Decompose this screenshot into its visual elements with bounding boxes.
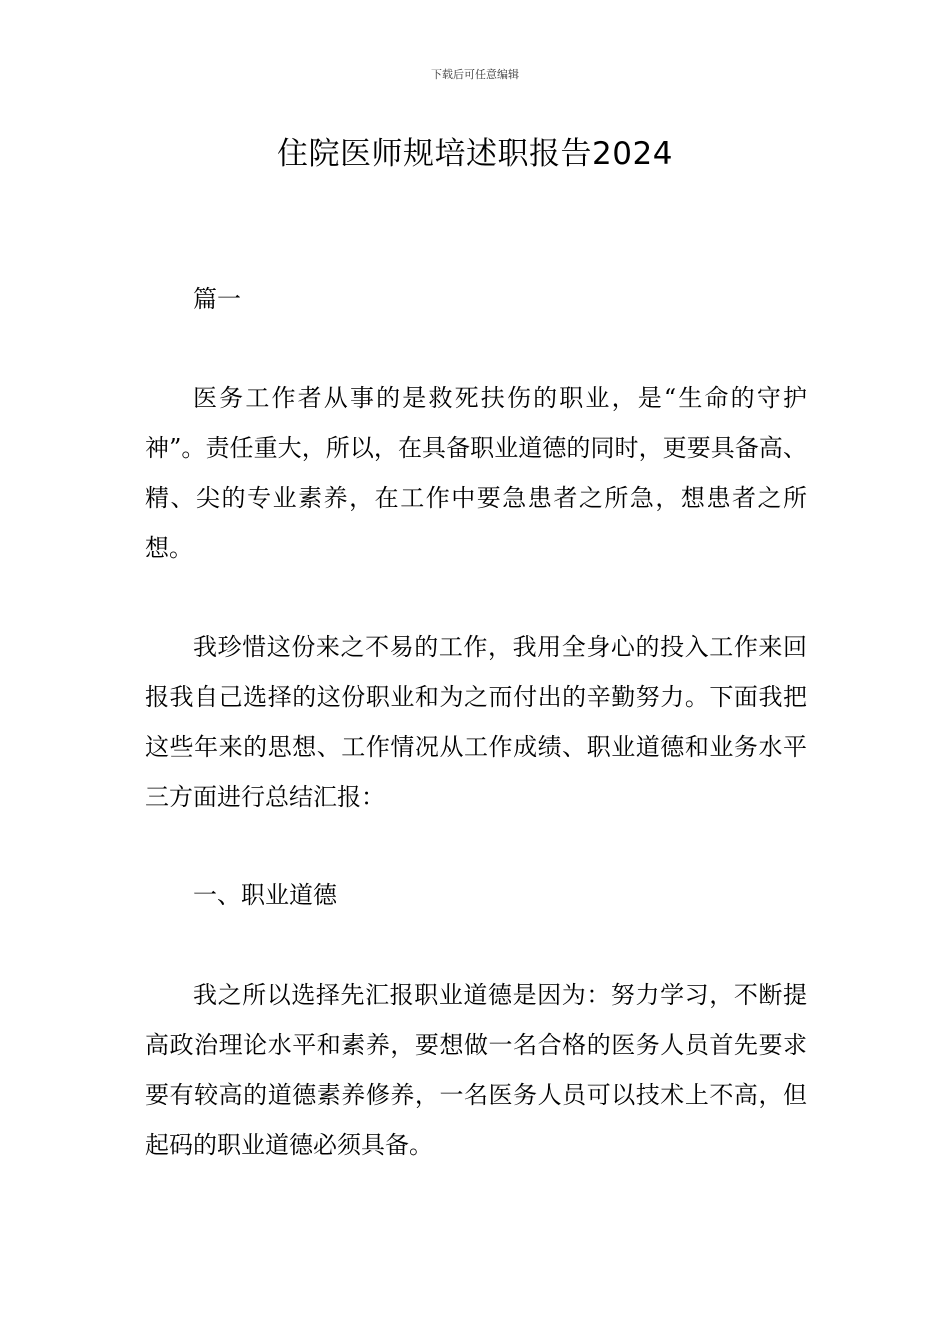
header-note: 下载后可任意编辑 — [431, 68, 519, 81]
subheading-professional-ethics: 一、职业道德 — [193, 881, 337, 909]
paragraph-1: 医务工作者从事的是救死扶伤的职业，是“生命的守护神”。责任重大，所以，在具备职业道德的同时，更要具备高、精、尖的专业素养，在工作中要急患者之所急，想患者之所想。 — [145, 384, 807, 562]
paragraph-2: 我珍惜这份来之不易的工作，我用全身心的投入工作来回报我自己选择的这份职业和为之而付出的辛勤努力。下面我把这些年来的思想、工作情况从工作成绩、职业道德和业务水平三方面进行总结汇报： — [145, 633, 807, 811]
section-label: 篇一 — [193, 285, 241, 313]
paragraph-3: 我之所以选择先汇报职业道德是因为：努力学习，不断提高政治理论水平和素养，要想做一名合格的医务人员首先要求要有较高的道德素养修养，一名医务人员可以技术上不高，但起码的职业道德必须具备。 — [145, 981, 807, 1159]
document-title: 住院医师规培述职报告2024 — [277, 136, 673, 172]
